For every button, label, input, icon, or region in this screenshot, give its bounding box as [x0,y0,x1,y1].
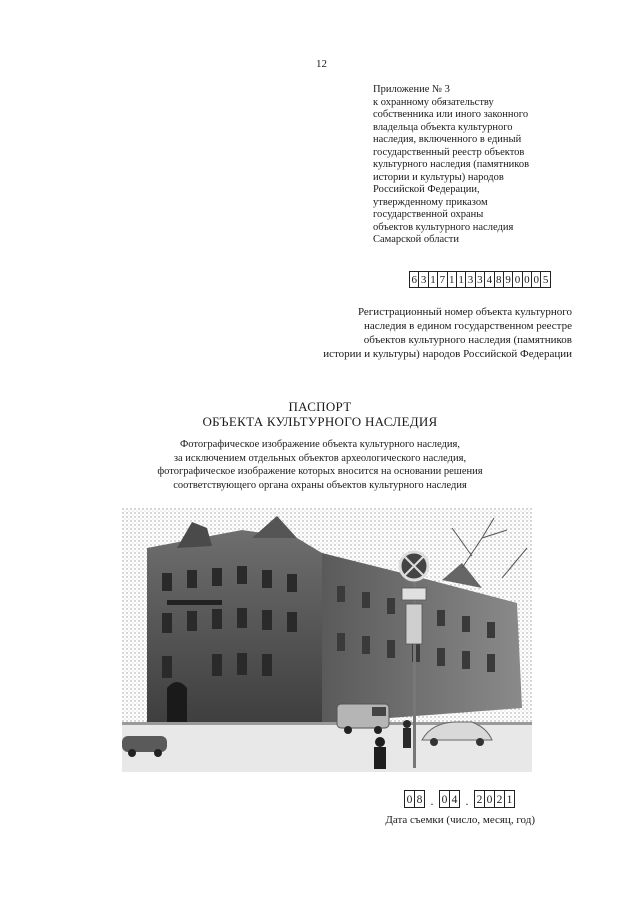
appendix-line: утвержденному приказом [373,196,488,208]
registration-digit: 0 [522,271,532,288]
registration-label-line: наследия в едином государственном реестре [364,320,572,332]
registration-digit: 8 [494,271,504,288]
registration-digit: 0 [512,271,522,288]
registration-digit: 0 [531,271,541,288]
appendix-line: культурного наследия (памятников [373,159,530,170]
date-day [404,790,425,808]
registration-digit: 3 [475,271,485,288]
appendix-line: Самарской области [373,234,459,245]
date-digit: 0 [484,790,495,808]
title-line: ОБЪЕКТА КУЛЬТУРНОГО НАСЛЕДИЯ [202,414,438,429]
building-photo [122,508,532,772]
date-month [439,790,460,808]
document-title [120,399,520,429]
registration-digit: 3 [418,271,428,288]
date-year [474,790,515,808]
caption-line: Фотографическое изображение объекта культурного наследия, [180,439,460,450]
appendix-line: собственника или иного законного [373,109,529,120]
page-number: 12 [316,58,327,70]
date-separator: . [430,794,434,808]
appendix-line: к охранному обязательству [373,96,494,108]
date-digit: 1 [504,790,515,808]
registration-digit: 5 [540,271,550,288]
date-digit: 4 [449,790,460,808]
registration-digit: 1 [428,271,438,288]
caption-line: соответствующего органа охраны объектов культурного наследия [173,479,467,491]
appendix-line: наследия, включенного в единый [373,134,522,145]
date-digit: 8 [414,790,425,808]
caption-line: фотографическое изображение которых вносится на основании решения [157,466,483,477]
entrance-door [167,682,187,723]
appendix-line: истории и культуры) народов [373,171,504,183]
date-separator: . [465,794,469,808]
registration-digit: 7 [437,271,447,288]
registration-label-line: истории и культуры) народов Российской Федерации [323,348,572,360]
registration-label-line: Регистрационный номер объекта культурного [357,306,572,318]
registration-number-label [290,305,572,361]
shoot-date-label: Дата съемки (число, месяц, год) [385,814,535,826]
pedestrian-right [403,720,411,748]
balcony [167,600,222,605]
appendix-line: объектов культурного наследия [373,221,514,233]
appendix-line: Российской Федерации, [373,184,480,195]
appendix-line: государственный реестр объектов [373,146,525,158]
registration-digit: 6 [409,271,419,288]
appendix-line: государственной охраны [373,209,484,220]
registration-number-boxes [409,271,551,288]
appendix-note [373,84,583,247]
appendix-line: владельца объекта культурного [373,121,513,133]
pedestrian [374,737,386,769]
date-digit: 2 [494,790,505,808]
registration-digit: 9 [503,271,513,288]
registration-digit: 3 [465,271,475,288]
registration-digit: 4 [484,271,494,288]
registration-digit: 1 [456,271,466,288]
date-digit: 0 [404,790,415,808]
caption-line: за исключением отдельных объектов археологического наследия, [173,452,467,464]
title-line: ПАСПОРТ [288,399,352,414]
registration-label-line: объектов культурного наследия (памятников [363,334,572,346]
date-digit: 2 [474,790,485,808]
date-digit: 0 [439,790,450,808]
registration-digit: 1 [447,271,457,288]
photo-caption [120,438,520,492]
appendix-line: Приложение № 3 [373,84,450,95]
shoot-date-boxes [404,790,515,808]
